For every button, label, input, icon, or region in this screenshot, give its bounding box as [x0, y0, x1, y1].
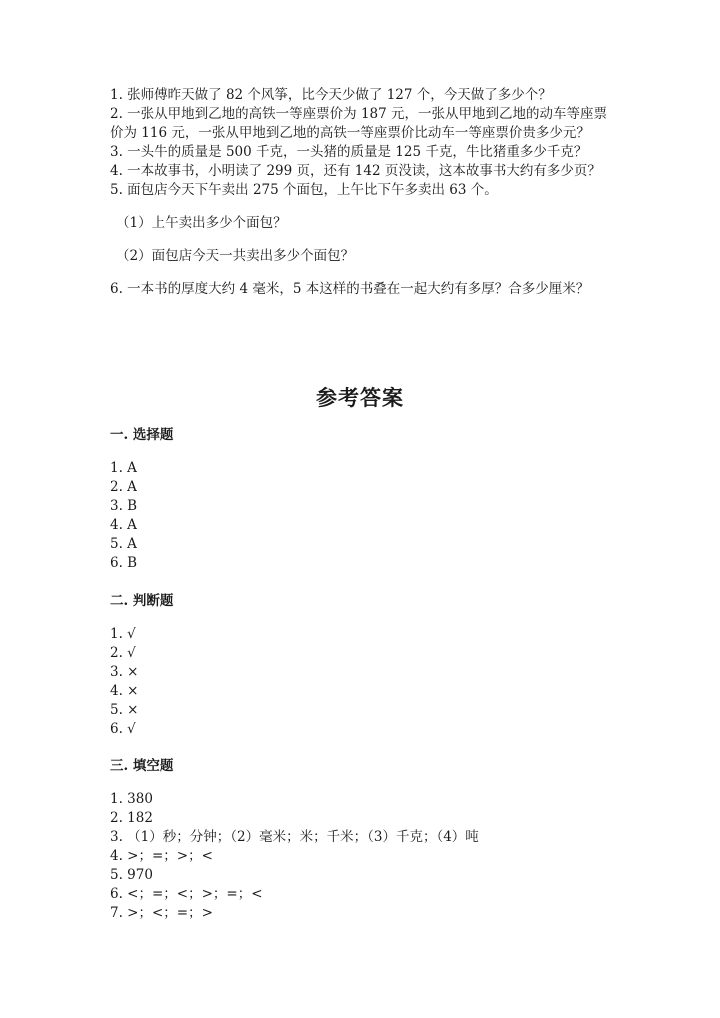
question-5: 5. 面包店今天下午卖出 275 个面包，上午比下午多卖出 63 个。: [110, 182, 498, 198]
answer-item: 3. （1）秒；分钟；（2）毫米；米；千米；（3）千克；（4）吨: [110, 829, 479, 845]
section-fill-blank: [110, 757, 630, 923]
answer-item: 4. ×: [110, 683, 139, 699]
answer-list: [110, 625, 510, 739]
question-6: 6. 一本书的厚度大约 4 毫米，5 本这样的书叠在一起大约有多厚？合多少厘米？: [110, 281, 590, 297]
answer-item: 6. √: [110, 721, 136, 737]
answer-item: 6. B: [110, 555, 138, 571]
answer-item: 5. ×: [110, 702, 139, 718]
answer-item: 3. ×: [110, 664, 139, 680]
answer-title: 参考答案: [316, 385, 404, 410]
section-heading: 三. 填空题: [110, 758, 174, 774]
answer-item: 5. A: [110, 536, 137, 552]
answer-item: 1. 380: [110, 791, 153, 807]
sub-question-1: （1）上午卖出多少个面包？: [116, 215, 287, 231]
answer-item: 2. √: [110, 645, 136, 661]
section-heading: 一. 选择题: [110, 427, 174, 443]
question-2: 2. 一张从甲地到乙地的高铁一等座票价为 187 元，一张从甲地到乙地的动车等座票价为 116 元，一张从甲地到乙地的高铁一等座票价比动车一等座票价贵多少元？: [110, 106, 608, 141]
word-problems: [110, 86, 610, 299]
answer-list: [110, 459, 510, 573]
question-1: 1. 张师傅昨天做了 82 个风筝，比今天少做了 127 个，今天做了多少个？: [110, 87, 552, 103]
answer-item: 1. √: [110, 626, 136, 642]
question-4: 4. 一本故事书，小明读了 299 页，还有 142 页没读，这本故事书大约有多少页？: [110, 163, 601, 179]
answer-item: 7. >；<；=；>: [110, 905, 213, 921]
answer-item: 4. >；=；>；<: [110, 848, 213, 864]
question-3: 3. 一头牛的质量是 500 千克，一头猪的质量是 125 千克，牛比猪重多少千克？: [110, 144, 588, 160]
section-choice: [110, 426, 510, 573]
answer-item: 3. B: [110, 498, 138, 514]
answer-item: 2. 182: [110, 810, 153, 826]
answer-item: 5. 970: [110, 867, 153, 883]
answer-item: 4. A: [110, 517, 137, 533]
answer-item: 2. A: [110, 479, 137, 495]
section-judgment: [110, 592, 510, 739]
answer-list: [110, 790, 630, 923]
section-heading: 二. 判断题: [110, 593, 174, 609]
answer-item: 6. <；=；<；>；=；<: [110, 886, 263, 902]
sub-question-2: （2）面包店今天一共卖出多少个面包？: [116, 248, 355, 264]
answer-item: 1. A: [110, 460, 137, 476]
